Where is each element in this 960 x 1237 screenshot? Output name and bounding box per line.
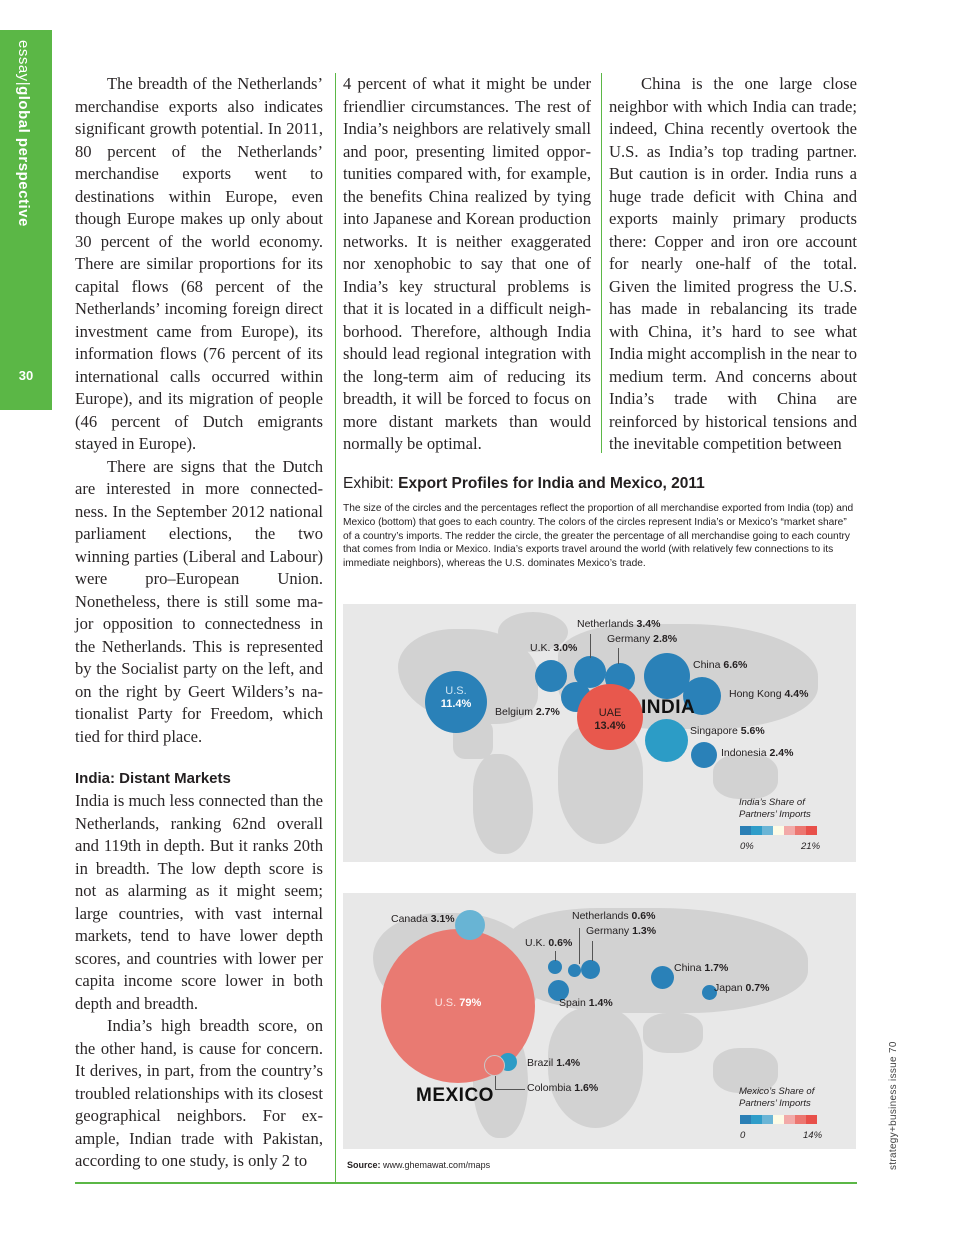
legend-swatch (784, 1115, 795, 1124)
label-name: Germany (586, 925, 630, 937)
india-legend-scale (740, 826, 817, 835)
label-value: 2.7% (535, 706, 560, 718)
india-export-map (343, 604, 856, 862)
paragraph: 4 percent of what it might be under friendlier circumstances. The rest of India’s neighbors are relatively small and poor, presenting limited opportunities compared with, for example, the benefits China realized by tying into Japanese and Korean production networks. It is neither exaggerated nor xenophobic to say that one of India’s key structural problems is that it is located in a difficult neighborhood. Therefore, although India should lead regional integration with the long-term aim of reducing its breadth, it will be forced to focus on more distant markets than would normally be optimal. (343, 74, 591, 453)
label-value: 3.1% (430, 913, 455, 925)
source-label: Source: (347, 1160, 381, 1170)
label-name: China (674, 962, 702, 974)
label-china (693, 659, 747, 671)
exhibit-prefix: Exhibit: (343, 475, 399, 492)
label-uae (577, 707, 643, 733)
text-column-2 (343, 73, 591, 456)
label-name: Colombia (527, 1082, 572, 1094)
label-name: U.S. (445, 685, 467, 697)
label-value: 1.4% (588, 997, 613, 1009)
label-value: 0.6% (631, 910, 656, 922)
exhibit-heading: Export Profiles for India and Mexico, 2011 (398, 475, 705, 492)
leader-germany (618, 648, 619, 664)
legend-swatch (773, 1115, 784, 1124)
legend-swatch (751, 1115, 762, 1124)
exhibit-description: The size of the circles and the percentages reflect the proportion of all merchandise exported from India (top) and Mexico (bottom) that goes to each country. The colors of the circles represent India’s or Mexico’s “market share” of a country’s imports. The redder the circle, the greater the percentage of all merchandise going to each country that comes from India or Mexico. India’s exports travel around the world (with relatively few connections to its immediate neighbors), whereas the U.S. dominates Mexico’s trade. (343, 503, 854, 570)
legend-title-line: Partners’ Imports (739, 809, 811, 820)
label-indonesia (721, 747, 793, 759)
column-rule-2 (601, 73, 602, 453)
label-name: Belgium (495, 706, 533, 718)
paragraph: China is the one large close neighbor with which India can trade; indeed, China recently overtook the U.S. as India’s top trading partner. But caution is in order. India runs a huge trade deficit with China and exports mainly primary products there: Copper and iron ore account for nearly one-half of the total. Given the limited progress the U.S. has made in rebalancing its trade with China, it’s hard to see what India might accomplish in the near to medium term. And concerns about India’s trade with China are reinforced by historical tensions and the inevitable competition between (609, 74, 857, 453)
mexico-legend-min: 0 (740, 1130, 746, 1141)
bubble-uk (548, 960, 562, 974)
mexico-export-map (343, 893, 856, 1149)
legend-title-line: India’s Share of (739, 797, 805, 808)
paragraph: India’s high breadth score, on the other hand, is cause for concern. It derives, in part, from the country’s troubled relationships with its closest geographical neighbors. For example, Indian trade with Pakistan, according to one study, is only 2 to (75, 1016, 323, 1170)
label-value: 3.0% (553, 642, 578, 654)
label-spain (559, 997, 613, 1009)
label-us (381, 997, 535, 1010)
paragraph: The breadth of the Netherlands’ merchandise exports also indicates significant growth potential. In 2011, 80 percent of the Netherlands’ merchandise exports went to destinations within Europe, even though Europe makes up only about 30 percent of the world economy. There are similar proportions for its capital flows (68 percent of the Netherlands’ incoming foreign direct investment came from Europe), its information flows (76 percent of its international calls occurred within Europe), and its migration of people (46 percent of Dutch emigrants stayed in Europe). (75, 74, 323, 453)
label-name: Netherlands (572, 910, 629, 922)
south-america-land (473, 754, 533, 854)
legend-swatch (795, 1115, 806, 1124)
label-value: 2.4% (769, 747, 794, 759)
leader-netherlands (590, 634, 591, 658)
label-name: Canada (391, 913, 428, 925)
country-label-india: INDIA (641, 697, 696, 718)
legend-swatch (762, 826, 773, 835)
publication-footer: strategy+business issue 70 (888, 1041, 899, 1170)
label-name: Brazil (527, 1057, 554, 1069)
label-singapore (690, 725, 765, 737)
label-value: 2.8% (653, 633, 678, 645)
label-name: UAE (598, 707, 622, 719)
southeast-asia-land (643, 1013, 703, 1053)
country-label-mexico: MEXICO (416, 1085, 494, 1106)
australia-land (713, 754, 778, 799)
label-name: China (693, 659, 721, 671)
source-url: www.ghemawat.com/maps (383, 1160, 491, 1170)
label-name: Spain (559, 997, 586, 1009)
legend-swatch (784, 826, 795, 835)
label-value: 1.6% (574, 1082, 599, 1094)
label-colombia (527, 1082, 598, 1094)
section-label (8, 40, 44, 260)
label-name: Indonesia (721, 747, 767, 759)
section-heading: India: Distant Markets (75, 770, 231, 787)
india-legend-title (739, 797, 811, 821)
page-number: 30 (18, 368, 34, 383)
section-label-bold: global perspective (15, 86, 32, 227)
mexico-legend-max: 14% (803, 1130, 823, 1141)
bubble-germany (581, 960, 600, 979)
bubble-netherlands (568, 964, 581, 977)
label-value: 5.6% (740, 725, 765, 737)
label-name: Hong Kong (729, 688, 782, 700)
label-uk (530, 642, 577, 654)
paragraph: India is much less connected than the Netherlands, ranking 62nd overall and 119th in depth. But it ranks 20th in breadth. The low depth score is not as alarming as it might seem; large countries, with vast internal markets, tend to have lower depth scores, and countries with lower per capita income score lower in both depth and breadth. (75, 791, 323, 1013)
leader-uk (555, 951, 556, 961)
bubble-colombia (484, 1055, 505, 1076)
legend-title-line: Partners’ Imports (739, 1098, 811, 1109)
bubble-canada (455, 910, 485, 940)
legend-swatch (795, 826, 806, 835)
legend-swatch (740, 1115, 751, 1124)
label-netherlands (572, 910, 655, 922)
legend-swatch (762, 1115, 773, 1124)
legend-swatch (740, 826, 751, 835)
leader-colombia (495, 1076, 496, 1090)
exhibit-title (343, 475, 705, 493)
label-value: 11.4% (440, 698, 472, 710)
label-belgium (495, 706, 560, 718)
bubble-china (651, 966, 674, 989)
label-china (674, 962, 728, 974)
paragraph: There are signs that the Dutch are interested in more connectedness. In the September 2012 national parliament elections, the two winning parties (Liberal and Labour) were pro–European Union. Nonetheless, there is still some major opposition to connectedness in the Netherlands. This is represented by the Socialist party on the left, and on the right by Geert Wilders’s nationalist Party for Freedom, which tied for third place. (75, 456, 323, 746)
column-rule-1-lower (335, 453, 336, 1183)
label-name: Singapore (690, 725, 738, 737)
label-hong-kong (729, 688, 808, 700)
section-label-light: essay (15, 40, 32, 82)
legend-swatch (751, 826, 762, 835)
label-uk (525, 937, 572, 949)
label-value: 0.6% (548, 937, 573, 949)
label-value: 3.4% (636, 618, 661, 630)
label-value: 1.3% (632, 925, 657, 937)
label-name: Netherlands (577, 618, 634, 630)
exhibit-source (347, 1160, 490, 1170)
label-germany (586, 925, 656, 937)
section-separator: | (15, 81, 32, 87)
label-us (425, 685, 487, 711)
label-name: Japan (714, 982, 743, 994)
legend-title-line: Mexico’s Share of (739, 1086, 815, 1097)
label-japan (714, 982, 769, 994)
bottom-rule (75, 1182, 857, 1184)
mexico-legend-scale (740, 1115, 817, 1124)
label-value: 1.7% (704, 962, 729, 974)
label-brazil (527, 1057, 580, 1069)
legend-swatch (806, 826, 817, 835)
mexico-legend-title (739, 1086, 814, 1110)
label-name: U.S. (434, 997, 457, 1009)
leader-colombia-h (495, 1089, 525, 1090)
text-column-3 (609, 73, 857, 456)
text-column-1 (75, 73, 323, 1173)
label-name: U.K. (525, 937, 546, 949)
label-canada (391, 913, 455, 925)
legend-swatch (806, 1115, 817, 1124)
label-value: 1.4% (556, 1057, 581, 1069)
label-name: U.K. (530, 642, 551, 654)
label-name: Germany (607, 633, 651, 645)
label-value: 79% (459, 997, 482, 1009)
label-value: 0.7% (745, 982, 770, 994)
label-germany (607, 633, 677, 645)
label-value: 6.6% (723, 659, 748, 671)
bubble-indonesia (691, 742, 717, 768)
leader-netherlands (579, 928, 580, 964)
label-value: 13.4% (594, 720, 626, 732)
column-rule-1 (335, 73, 336, 453)
bubble-singapore (645, 719, 688, 762)
india-legend-max: 21% (801, 841, 821, 852)
bubble-uk (535, 660, 567, 692)
leader-germany (592, 941, 593, 961)
label-netherlands (577, 618, 660, 630)
legend-swatch (773, 826, 784, 835)
india-legend-min: 0% (740, 841, 754, 852)
label-value: 4.4% (784, 688, 809, 700)
